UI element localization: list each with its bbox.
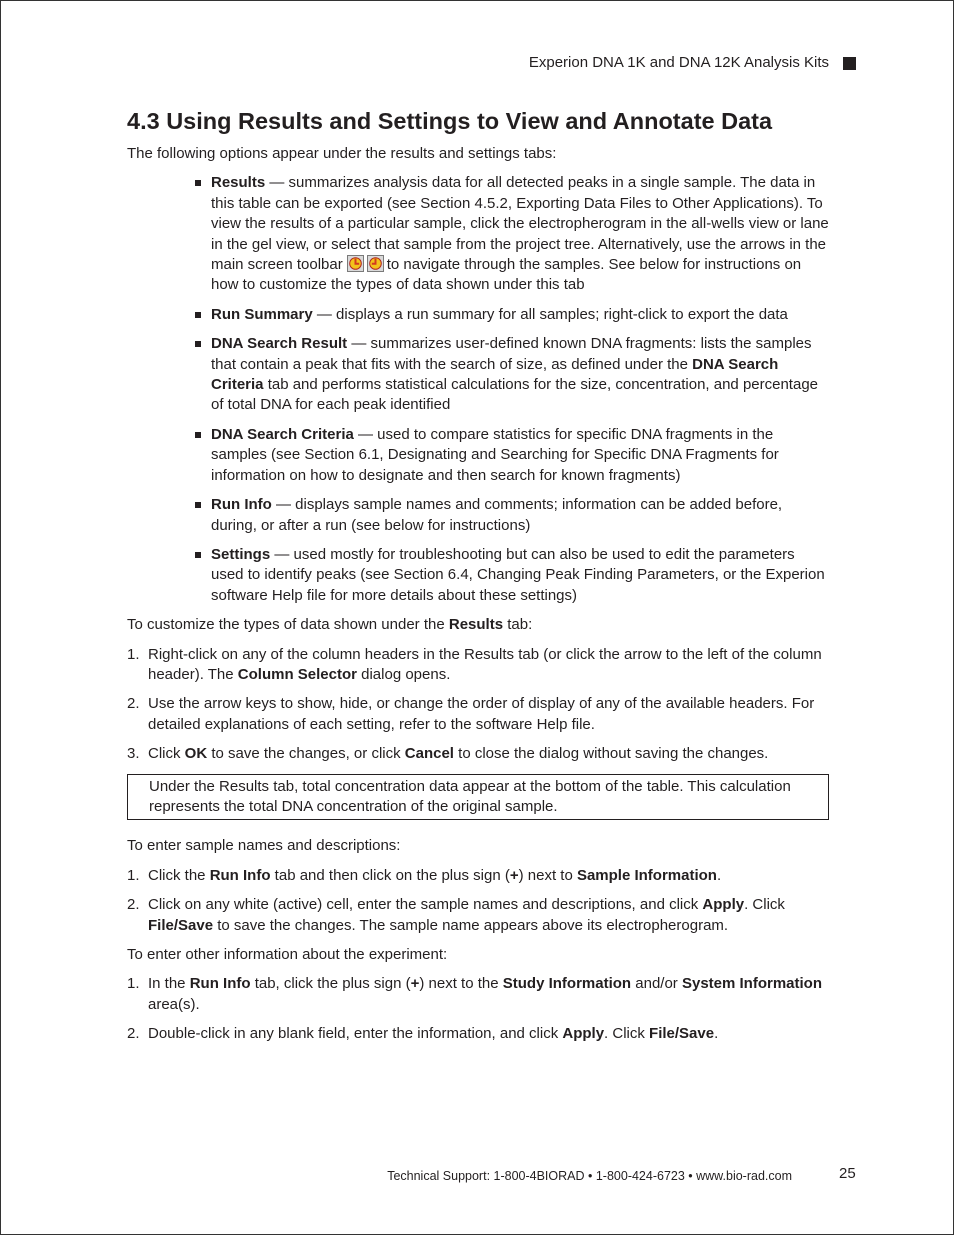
option-term: Run Summary: [211, 305, 313, 323]
note-box: Under the Results tab, total concentration data appear at the bottom of the table. This calculation represents the total DNA concentration of the original sample.: [127, 774, 829, 821]
main-content: [127, 107, 829, 1054]
option-term: DNA Search Result: [211, 335, 348, 353]
section-title: 4.3 Using Results and Settings to View and Annotate Data: [127, 108, 773, 134]
list-item: 2. Double-click in any blank field, enter the information, and click Apply. Click File/Save.: [127, 1025, 719, 1043]
other-info-lead: To enter other information about the experiment:: [127, 946, 448, 963]
other-info-steps: [127, 974, 829, 1044]
list-item: 3. Click OK to save the changes, or click Cancel to close the dialog without saving the changes.: [127, 745, 769, 763]
option-term: Settings: [211, 545, 271, 563]
next-sample-arrow-icon: [367, 256, 383, 272]
option-settings: Settings — used mostly for troubleshooting but can also be used to edit the parameters used to identify peaks (see Section 6.4, Changing Peak Finding Parameters, or the Experion software Help file for more details about these settings): [211, 545, 829, 606]
option-term: Results: [211, 174, 266, 192]
header-square-marker: [843, 57, 856, 70]
option-dna-search-result: DNA Search Result — summarizes user-defined known DNA fragments: lists the samples that contain a peak that fits with the search of size, as defined under the DNA Search Criteria tab and performs statistical calculations for the size, concentration, and percentage of total DNA for each peak identified: [211, 334, 829, 416]
option-results: Results — summarizes analysis data for all detected peaks in a single sample. The data in this table can be exported (see Section 4.5.2, Exporting Data Files to Other Applications). To view the results of a particular sample, click the electropherogram in the all-wells view or lane in the gel view, or select that sample from the project tree. Alternatively, use the arrows in the main screen toolbar to navigate through the samples. See below for instructions on how to customize the types of data shown under this tab: [211, 173, 829, 295]
option-dna-search-criteria: DNA Search Criteria — used to compare statistics for specific DNA fragments in the samples (see Section 6.1, Designating and Searching for Specific DNA Fragments for information on how to designate and then search for known fragments): [211, 425, 829, 486]
sample-names-steps: [127, 866, 829, 936]
running-header: Experion DNA 1K and DNA 12K Analysis Kits: [528, 54, 829, 71]
footer-support-line: Technical Support: 1-800-4BIORAD • 1-800-424-6723 • www.bio-rad.com: [387, 1169, 792, 1183]
list-item: 2. Click on any white (active) cell, enter the sample names and descriptions, and click Apply. Click File/Save to save the changes. The sample name appears above its electropherogram.: [127, 896, 785, 934]
toolbar-arrow-icons: [347, 255, 384, 272]
list-item: 1. Right-click on any of the column headers in the Results tab (or click the arrow to the left of the column header). The Column Selector dialog opens.: [127, 645, 822, 683]
list-item: 1. In the Run Info tab, click the plus sign (+) next to the Study Information and/or System Information area(s).: [127, 975, 822, 1013]
option-term: DNA Search Criteria: [211, 425, 354, 443]
customize-lead: To customize the types of data shown under the Results tab:: [127, 616, 533, 634]
intro-paragraph: The following options appear under the results and settings tabs:: [127, 145, 557, 162]
list-item: 1. Click the Run Info tab and then click on the plus sign (+) next to Sample Information.: [127, 866, 722, 884]
option-run-info: Run Info — displays sample names and comments; information can be added before, during, or after a run (see below for instructions): [211, 495, 829, 536]
option-term: Run Info: [211, 496, 272, 514]
sample-names-lead: To enter sample names and descriptions:: [127, 837, 401, 855]
page-number: 25: [839, 1165, 856, 1182]
previous-sample-arrow-icon: [347, 256, 363, 272]
option-run-summary: Run Summary — displays a run summary for all samples; right-click to export the data: [211, 305, 829, 325]
customize-steps: [127, 645, 829, 765]
options-list: [127, 173, 829, 606]
list-item: 2. Use the arrow keys to show, hide, or change the order of display of any of the available headers. For detailed explanations of each setting, refer to the software Help file.: [127, 695, 815, 733]
